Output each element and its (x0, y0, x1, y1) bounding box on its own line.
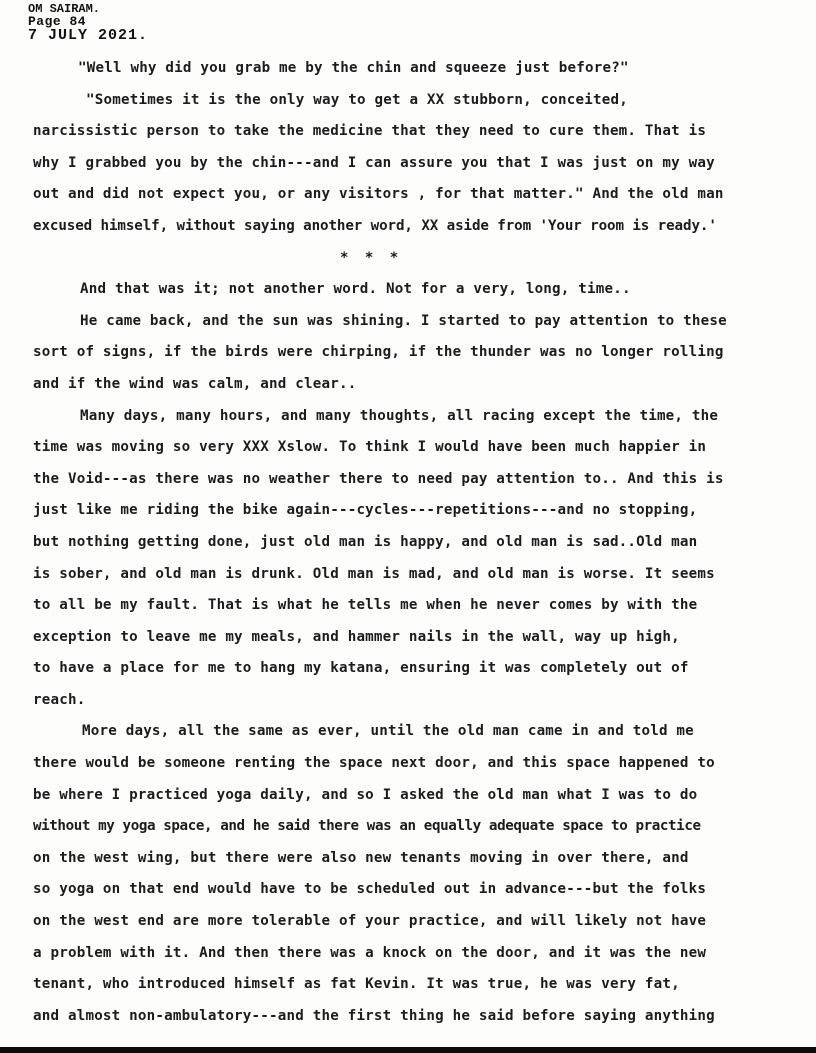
text-line: so yoga on that end would have to be scheduled out in advance---but the folks (33, 881, 707, 898)
text-line: sort of signs, if the birds were chirping, if the thunder was no longer rolling (33, 344, 724, 361)
text-line: "Sometimes it is the only way to get a XX stubborn, conceited, (86, 91, 628, 108)
text-line: "Well why did you grab me by the chin and squeeze just before?" (78, 60, 629, 76)
page-bottom-edge (0, 1047, 816, 1053)
body-text (0, 53, 816, 1032)
text-line: out and did not expect you, or any visitors , for that matter." And the old man (33, 186, 724, 203)
text-line: be where I practiced yoga daily, and so I asked the old man what I was to do (33, 786, 698, 803)
text-line: and almost non-ambulatory---and the first thing he said before saying anything (33, 1007, 715, 1024)
header-page-number: Page 84 (28, 14, 87, 29)
text-line: on the west wing, but there were also new tenants moving in over there, and (33, 849, 689, 866)
text-line: tenant, who introduced himself as fat Kevin. It was true, he was very fat, (33, 976, 680, 993)
text-line: reach. (33, 691, 86, 708)
text-line: excused himself, without saying another word, XX aside from 'Your room is ready.' (33, 217, 717, 234)
text-line: He came back, and the sun was shining. I started to pay attention to these (80, 312, 727, 329)
header-invocation: OM SAIRAM. (28, 2, 101, 16)
text-line: exception to leave me my meals, and hammer nails in the wall, way up high, (33, 628, 680, 645)
text-line: the Void---as there was no weather there to need pay attention to.. And this is (33, 470, 724, 487)
text-line: and if the wind was calm, and clear.. (33, 375, 357, 392)
section-break: * * * (340, 249, 403, 266)
text-line: there would be someone renting the space next door, and this space happened to (33, 755, 715, 772)
text-line: narcissistic person to take the medicine that they need to cure them. That is (33, 123, 707, 140)
text-line: Many days, many hours, and many thoughts, all racing except the time, the (80, 407, 719, 424)
text-line: to have a place for me to hang my katana, ensuring it was completely out of (33, 660, 689, 677)
text-line: to all be my fault. That is what he tells me when he never comes by with the (33, 597, 698, 614)
text-line: is sober, and old man is drunk. Old man is mad, and old man is worse. It seems (33, 565, 715, 582)
text-line: why I grabbed you by the chin---and I can assure you that I was just on my way (33, 154, 715, 171)
text-line: on the west end are more tolerable of your practice, and will likely not have (33, 913, 707, 930)
page-header (28, 2, 148, 44)
header-date: 7 JULY 2021. (28, 27, 149, 44)
text-line: More days, all the same as ever, until the old man came in and told me (82, 723, 694, 740)
text-line: just like me riding the bike again---cycles---repetitions---and no stopping, (33, 502, 698, 519)
text-line: And that was it; not another word. Not for a very, long, time.. (80, 281, 631, 298)
text-line: without my yoga space, and he said there was an equally adequate space to practice (33, 818, 701, 835)
text-line: time was moving so very XXX Xslow. To think I would have been much happier in (33, 439, 707, 456)
text-line: a problem with it. And then there was a knock on the door, and it was the new (33, 944, 707, 961)
text-line: but nothing getting done, just old man is happy, and old man is sad..Old man (33, 533, 698, 550)
